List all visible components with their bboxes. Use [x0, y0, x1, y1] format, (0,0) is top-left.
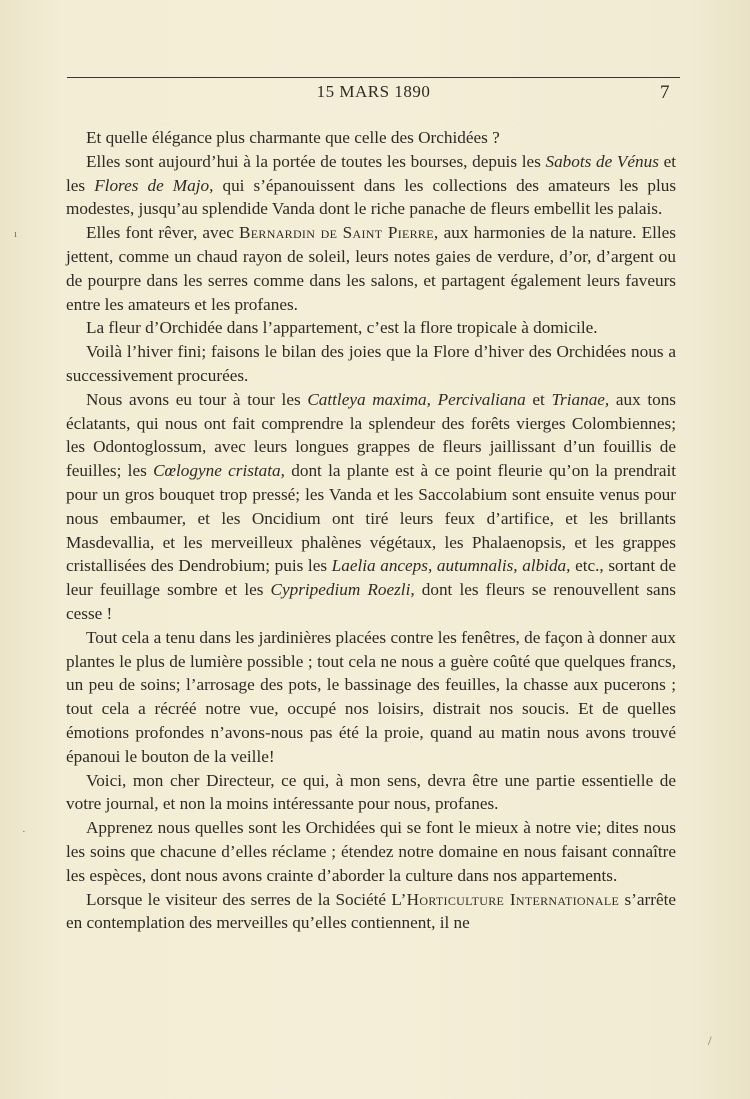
text-run: Nous avons eu tour à tour les [86, 389, 308, 409]
header-date: 15 MARS 1890 [316, 82, 431, 101]
paragraph [66, 221, 676, 316]
paragraph [66, 126, 676, 150]
text-run: etc., sortant de leur feuillage sombre et les [66, 556, 676, 600]
margin-mark: · [22, 826, 26, 838]
paragraph [66, 388, 676, 626]
running-header [67, 82, 680, 108]
margin-mark: ı [14, 228, 18, 240]
italic-run: Sabots de Vénus [545, 151, 659, 171]
text-run: et [525, 389, 552, 409]
header-rule [67, 77, 680, 78]
text-run: Lorsque le visiteur des serres de la Société [86, 889, 392, 909]
paragraph [66, 340, 676, 388]
italic-run: Cypripedium Roezli, [270, 580, 415, 600]
italic-run: Flores de Majo, [94, 175, 214, 195]
small-caps-run: Bernardin de Saint Pierre, [239, 223, 439, 243]
italic-run: Cœlogyne cristata, [153, 461, 285, 481]
paragraph [66, 888, 676, 936]
text-run: Voici, mon cher Directeur, ce qui, à mon sens, devra être une partie essentielle de votre journal, et non la moins intéressante pour nous, profanes. [66, 770, 676, 814]
text-run: Apprenez nous quelles sont les Orchidées qui se font le mieux à notre vie; dites nous les soins que chacune d’elles réclame ; étendez notre domaine en nous faisant connaître les espèces, dont nous avons crainte d’aborder la culture dans nos appartements. [66, 818, 676, 885]
text-run: qui s’épanouissent dans les collections des amateurs les plus modestes, jusqu’au splendide Vanda dont le riche panache de fleurs embellit les palais. [66, 175, 677, 219]
text-run: Voilà l’hiver fini; faisons le bilan des joies que la Flore d’hiver des Orchidées nous a successivement procurées. [66, 342, 676, 385]
text-run: dont la plante est à ce point fleurie qu’on la prendrait pour un gros bouquet trop pressé; les Vanda et les Saccolabium sont ensuite venus pour nous embaumer, et les Oncidium ont tiré leurs feux d’artifice, et les brillants Masdevallia, et les merveilleux phalènes végétaux, les Phalaenopsis, et les grappes cristallisées des Dendrobium; puis les [66, 461, 676, 576]
text-run: Et quelle élégance plus charmante que celle des Orchidées ? [86, 128, 500, 147]
text-run: Elles sont aujourd’hui à la portée de toutes les bourses, depuis les [86, 151, 546, 171]
text-run: aux tons éclatants, qui nous ont fait comprendre la splendeur des forêts vierges Colombiennes; les Odontoglossum, avec leurs longues grappes de fleurs jaillissant d’un fouillis de feuilles; les [66, 389, 676, 481]
text-run: aux harmonies de la nature. Elles jettent, comme un chaud rayon de soleil, leurs notes gaies de verdure, d’or, d’argent ou de pourpre dans les serres comme dans les salons, et partagent également leurs faveurs entre les amateurs et les profanes. [66, 223, 676, 314]
paragraph [66, 150, 676, 221]
small-caps-run: L’Horticulture Internationale [391, 889, 620, 909]
paragraph [66, 316, 676, 340]
text-run: s’arrête en contemplation des merveilles qu’elles contiennent, il ne [66, 889, 676, 933]
italic-run: Trianae, [551, 389, 610, 409]
text-run: et les [66, 151, 677, 195]
text-run: dont les fleurs se renouvellent sans cesse ! [66, 580, 676, 623]
paragraph [66, 626, 676, 769]
paragraph [66, 769, 676, 817]
article-body [66, 126, 676, 935]
text-run: Tout cela a tenu dans les jardinières placées contre les fenêtres, de façon à donner aux plantes le plus de lumière possible ; tout cela ne nous a guère coûté que quelques francs, un peu de soins; l’arrosage des pots, le bassinage des feuilles, la chasse aux pucerons ; tout cela a récréé notre vue, occupé nos loisirs, distrait nos soucis. Et de quelles émotions profondes n’avons-nous pas été la proie, quand au matin nous avons trouvé épanoui le bouton de la veille! [66, 627, 676, 766]
page-number: 7 [660, 82, 670, 103]
text-run: La fleur d’Orchidée dans l’appartement, c’est la flore tropicale à domicile. [86, 318, 598, 338]
italic-run: Laelia anceps, autumnalis, albida, [331, 556, 571, 576]
text-run: Elles font rêver, avec [86, 223, 240, 243]
italic-run: Cattleya maxima, Percivaliana [307, 389, 526, 409]
margin-mark: / [708, 1033, 712, 1048]
paragraph [66, 816, 676, 887]
